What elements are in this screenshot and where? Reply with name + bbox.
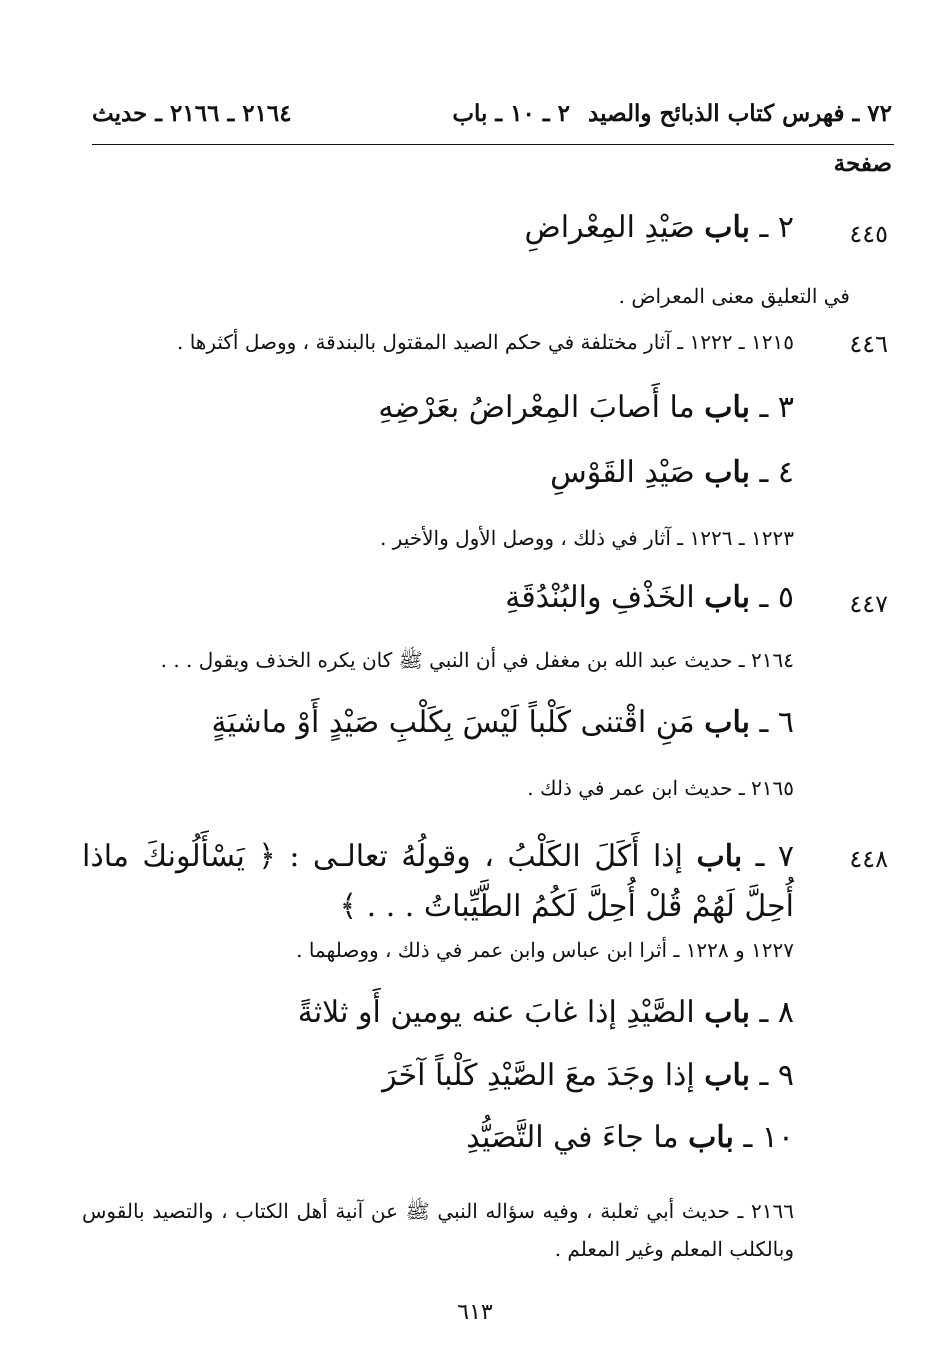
- chapter-number: ٢ ـ: [759, 210, 794, 245]
- page-number-446: ٤٤٦: [849, 330, 888, 358]
- chapter-heading-10: [466, 1120, 794, 1155]
- chapter-title: إذا وجَدَ معَ الصَّيْدِ كَلْباً آخَرَ: [382, 1058, 695, 1093]
- chapter-number: ٣ ـ: [759, 390, 794, 425]
- chapter-bab-word: باب: [704, 705, 750, 740]
- chapter-heading-6: [212, 705, 794, 740]
- page-number-445: ٤٤٥: [849, 220, 888, 248]
- page-footer-number: ٦١٣: [457, 1300, 493, 1325]
- chapter-bab-word: باب: [704, 995, 750, 1030]
- chapter-heading-5: [505, 580, 794, 615]
- hadith-entry: ٢١٦٦ ـ حديث أبي ثعلبة ، وفيه سؤاله النبي ﷺ عن آنية أهل الكتاب ، والتصيد بالقوس وبالكلب المعلم وغير المعلم .: [82, 1199, 794, 1261]
- chapter-title: مَنِ اقْتنى كَلْباً لَيْسَ بِكَلْبِ صَيْدٍ أَوْ ماشيَةٍ: [211, 705, 695, 740]
- chapter-title: الخَذْفِ والبُنْدُقَةِ: [505, 580, 695, 615]
- chapter-number: ٥ ـ: [759, 580, 794, 615]
- chapter-number: ٤ ـ: [759, 455, 794, 490]
- chapter-bab-word: باب: [704, 580, 750, 615]
- hadith-entry: ٢١٦٤ ـ حديث عبد الله بن مغفل في أن النبي ﷺ كان يكره الخذف ويقول . . .: [160, 648, 794, 672]
- athar-entry: ١٢١٥ ـ ١٢٢٢ ـ آثار مختلفة في حكم الصيد المقتول بالبندقة ، ووصل أكثرها .: [176, 330, 794, 354]
- chapter-title: ما جاءَ في التَّصَيُّدِ: [466, 1120, 679, 1155]
- hadith-entry: ٢١٦٥ ـ حديث ابن عمر في ذلك .: [527, 776, 794, 800]
- chapter-number: ٨ ـ: [759, 995, 794, 1030]
- page-number-447: ٤٤٧: [849, 590, 888, 618]
- chapter-heading-3: [378, 390, 794, 425]
- chapter-heading-4: [550, 455, 794, 490]
- chapter-heading-2: [524, 210, 794, 245]
- header-hadith-range: ٢١٦٤ ـ ٢١٦٦ ـ حديث: [92, 100, 292, 127]
- athar-entry: ١٢٢٧ و ١٢٢٨ ـ أثرا ابن عباس وابن عمر في ذلك ، ووصلهما .: [296, 938, 794, 962]
- athar-entry: ١٢٢٣ ـ ١٢٢٦ ـ آثار في ذلك ، ووصل الأول والأخير .: [379, 526, 794, 550]
- chapter-bab-word: باب: [696, 839, 743, 874]
- header-chapter-title: ٧٢ ـ فهرس كتاب الذبائح والصيد: [588, 100, 892, 127]
- chapter-bab-word: باب: [704, 210, 750, 245]
- chapter-heading-8: [298, 995, 794, 1030]
- chapter-bab-word: باب: [688, 1120, 734, 1155]
- chapter-title: الصَّيْدِ إذا غابَ عنه يومين أَو ثلاثةً: [297, 995, 695, 1030]
- chapter-heading-7: [82, 832, 794, 932]
- chapter-heading-9: [382, 1058, 794, 1093]
- chapter-number: ٦ ـ: [759, 705, 794, 740]
- chapter-number: ٩ ـ: [759, 1058, 794, 1093]
- header-bab-range: ٢ ـ ١٠ ـ باب: [452, 100, 570, 127]
- chapter-title: إذا أَكَلَ الكَلْبُ ، وقولُهُ تعالـى : ﴿ يَسْأَلُونكَ ماذا أُحِلَّ لَهُمْ قُلْ أُحِلَّ لَكُمُ الطَّيِّباتُ . . . ﴾: [82, 839, 794, 924]
- page-column-label: صفحة: [833, 150, 892, 177]
- chapter-bab-word: باب: [704, 455, 750, 490]
- chapter-title: صَيْدِ المِعْراضِ: [524, 210, 695, 245]
- header-rule: [92, 144, 894, 145]
- chapter-number: ٧ ـ: [755, 839, 795, 874]
- chapter-number: ١٠ ـ: [743, 1120, 794, 1155]
- chapter-title: صَيْدِ القَوْسِ: [550, 455, 695, 490]
- chapter-bab-word: باب: [704, 1058, 750, 1093]
- chapter-title: ما أَصابَ المِعْراضُ بعَرْضِهِ: [378, 390, 695, 425]
- chapter-bab-word: باب: [704, 390, 750, 425]
- page-number-448: ٤٤٨: [849, 845, 888, 873]
- note-line: في التعليق معنى المعراض .: [618, 284, 850, 308]
